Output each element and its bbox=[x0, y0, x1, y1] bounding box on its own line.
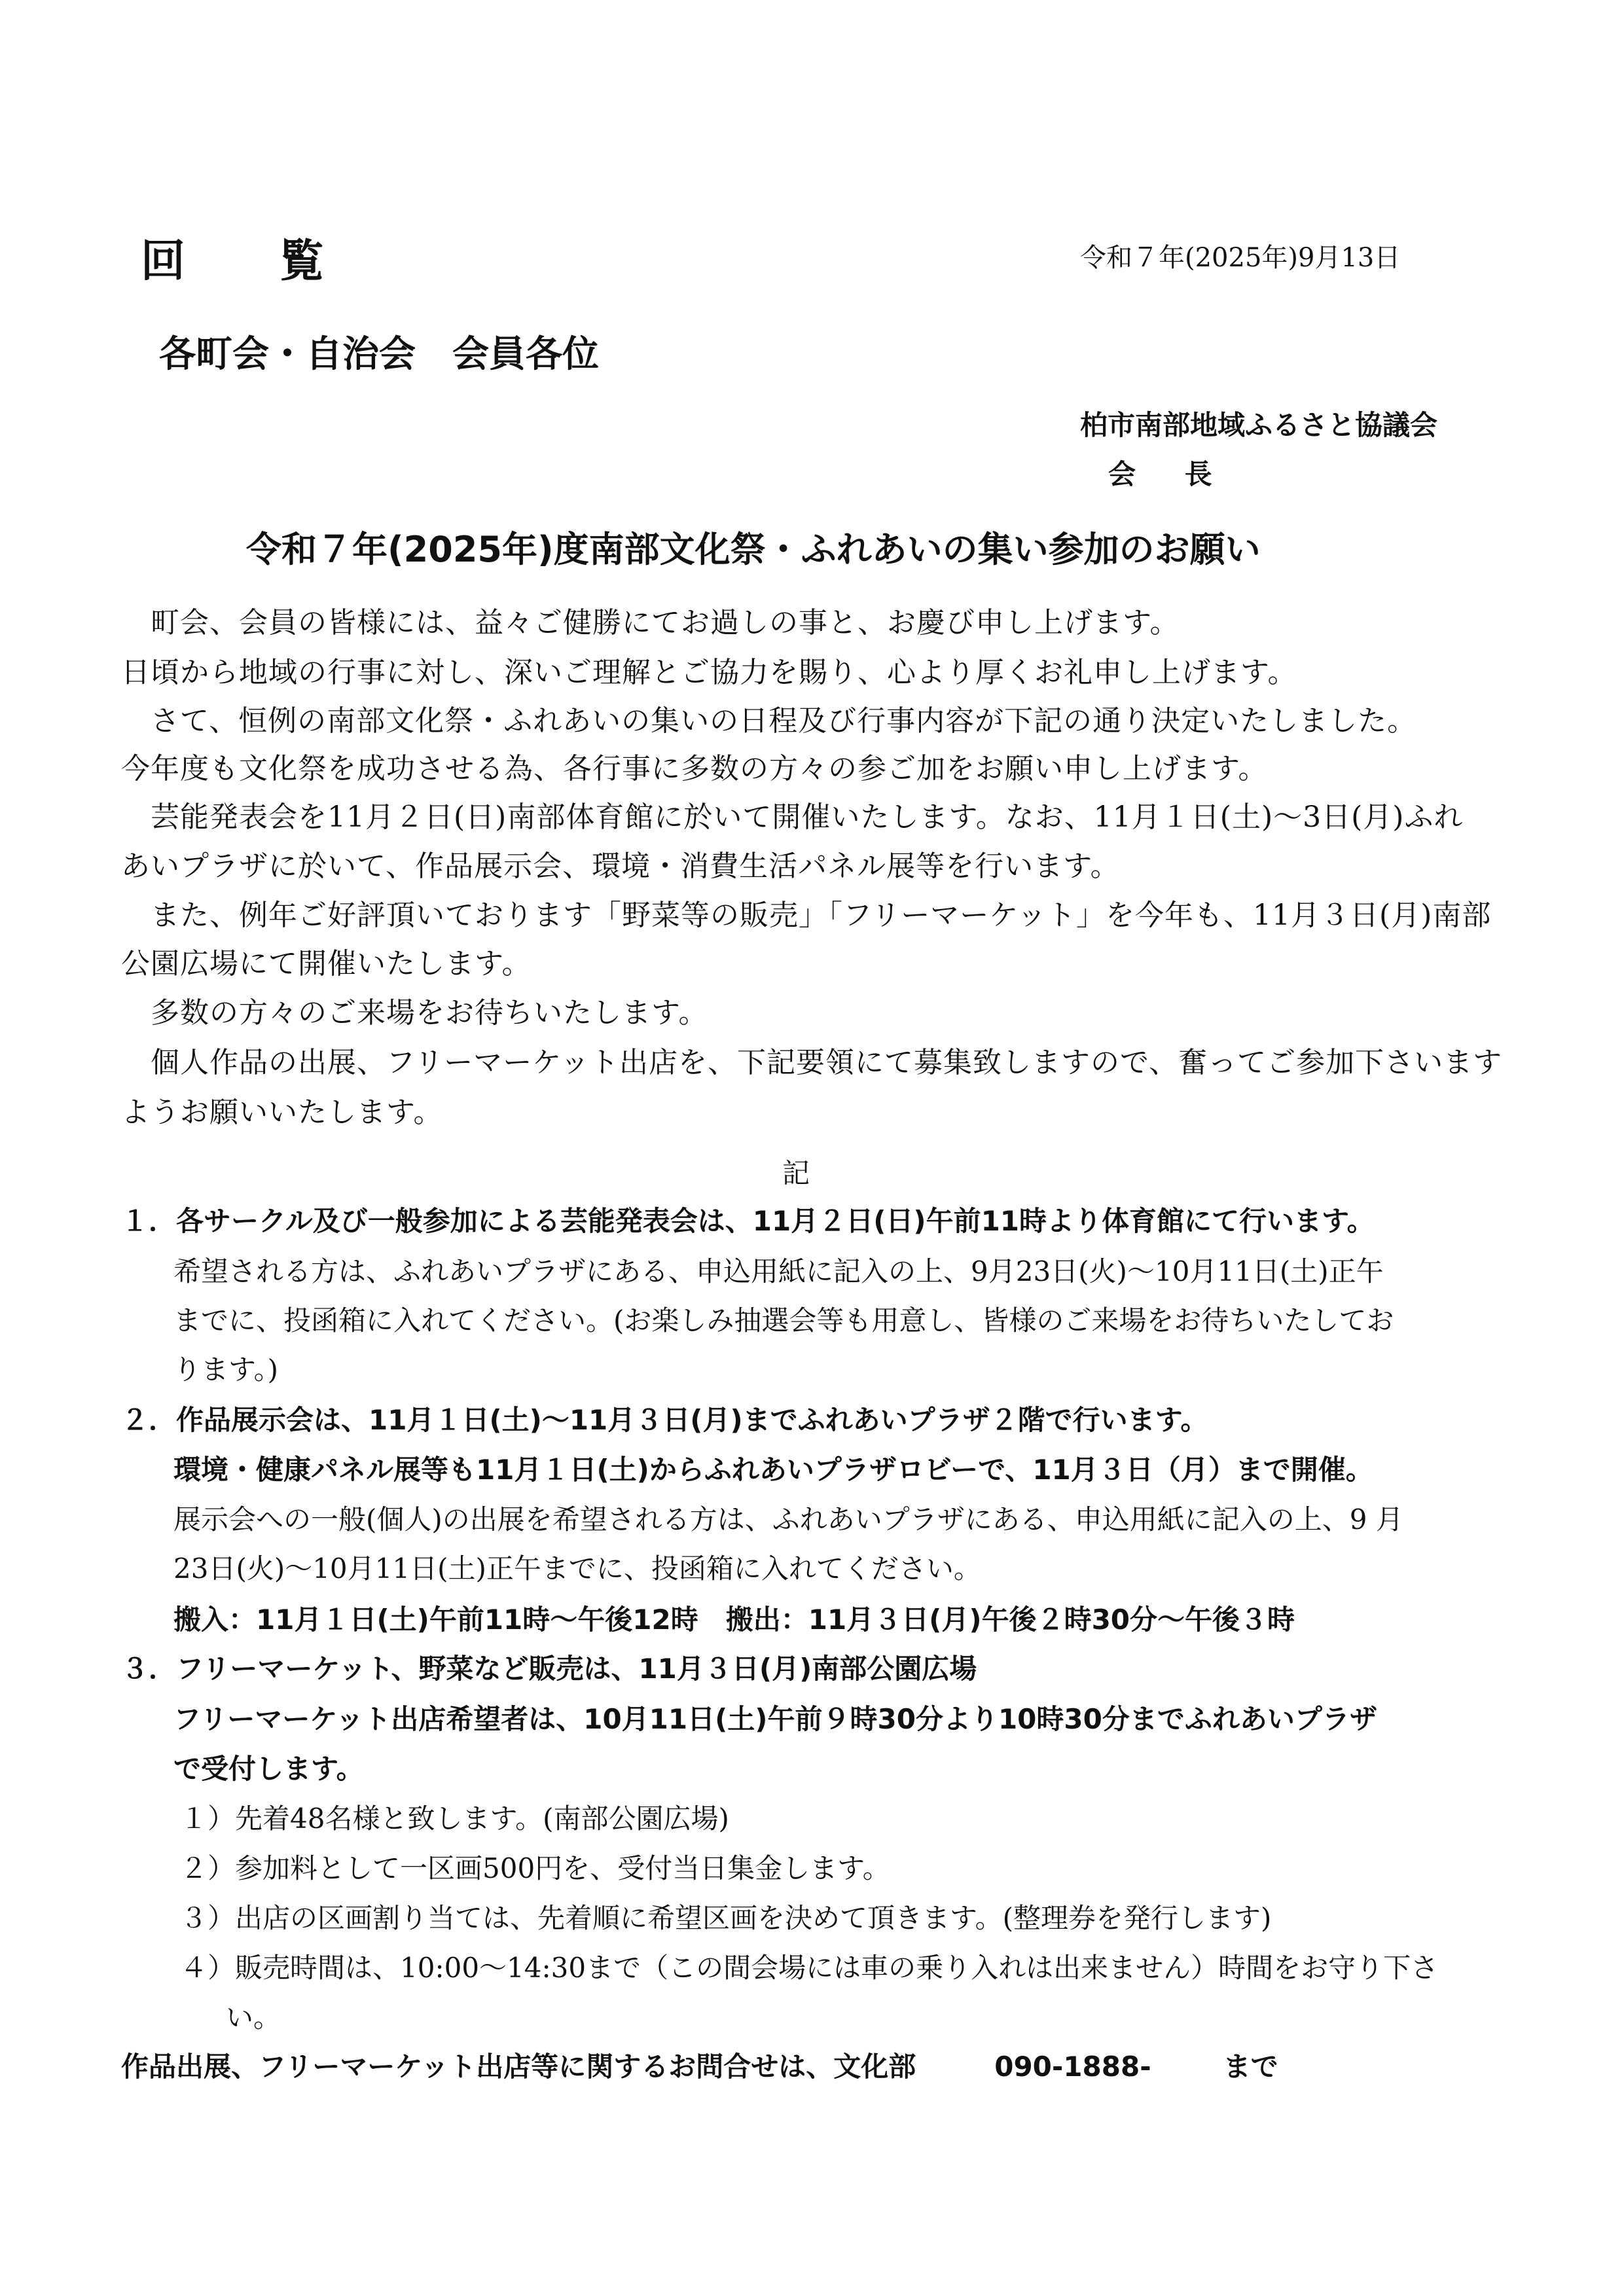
body-line: 日頃から地域の行事に対し、深いご理解とご協力を賜り、心より厚くお礼申し上げます。 bbox=[121, 656, 1297, 689]
section-3-subheading: フリーマーケット出店希望者は、10月11日(土)午前９時30分より10時30分までふれあいプラザ bbox=[173, 1703, 1377, 1735]
section-3-item: １）先着48名様と致します。(南部公園広場) bbox=[180, 1803, 729, 1835]
section-2-line: 展示会への一般(個人)の出展を希望される方は、ふれあいプラザにある、申込用紙に記入の上、9 月 bbox=[173, 1503, 1403, 1535]
issue-date: 令和７年(2025年)9月13日 bbox=[1080, 243, 1401, 273]
body-line: また、例年ご好評頂いております「野菜等の販売」「フリーマーケット」を今年も、11月３日(月)南部 bbox=[151, 899, 1492, 932]
main-title: 令和７年(2025年)度南部文化祭・ふれあいの集い参加のお願い bbox=[246, 529, 1261, 570]
contact-until: まで bbox=[1223, 2051, 1278, 2083]
section-3-item-continued: い。 bbox=[226, 2001, 281, 2034]
section-3-item: ２）参加料として一区画500円を、受付当日集金します。 bbox=[180, 1852, 890, 1884]
sender-organization: 柏市南部地域ふるさと協議会 bbox=[1080, 409, 1438, 441]
sender-title: 会 長 bbox=[1108, 458, 1232, 490]
contact-text: 作品出展、フリーマーケット出店等に関するお問合せは、文化部 bbox=[121, 2051, 916, 2083]
section-1-heading: １．各サークル及び一般参加による芸能発表会は、11月２日(日)午前11時より体育館にて行います。 bbox=[121, 1205, 1375, 1237]
body-line: さて、恒例の南部文化祭・ふれあいの集いの日程及び行事内容が下記の通り決定いたしました。 bbox=[151, 704, 1417, 738]
contact-footer bbox=[121, 2045, 1278, 2085]
section-1-line: 希望される方は、ふれあいプラザにある、申込用紙に記入の上、9月23日(火)〜10月11日(土)正午 bbox=[173, 1255, 1384, 1287]
section-2-line: 23日(火)〜10月11日(土)正午までに、投函箱に入れてください。 bbox=[173, 1552, 981, 1585]
section-3-heading: ３．フリーマーケット、野菜など販売は、11月３日(月)南部公園広場 bbox=[121, 1653, 977, 1685]
body-line: 今年度も文化祭を成功させる為、各行事に多数の方々の参ご加をお願い申し上げます。 bbox=[121, 752, 1268, 785]
body-line: 公園広場にて開催いたします。 bbox=[121, 947, 532, 980]
body-line: 多数の方々のご来場をお待ちいたします。 bbox=[151, 996, 708, 1030]
contact-phone: 090-1888- bbox=[994, 2051, 1151, 2083]
body-line: 個人作品の出展、フリーマーケット出店を、下記要領にて募集致しますので、奮ってご参加下さいます bbox=[151, 1046, 1503, 1079]
body-line: 町会、会員の皆様には、益々ご健勝にてお過しの事と、お慶び申し上げます。 bbox=[151, 606, 1180, 639]
section-2-subheading: 環境・健康パネル展等も11月１日(土)からふれあいプラザロビーで、11月３日（月）まで開催。 bbox=[173, 1454, 1373, 1486]
body-line: ようお願いいたします。 bbox=[121, 1096, 443, 1129]
body-line: 芸能発表会を11月２日(日)南部体育館に於いて開催いたします。なお、11月１日(土)〜3日(月)ふれ bbox=[151, 800, 1464, 834]
document-type-label: 回 覧 bbox=[141, 236, 363, 287]
ki-marker: 記 bbox=[782, 1157, 810, 1189]
section-2-heading: ２．作品展示会は、11月１日(土)〜11月３日(月)までふれあいプラザ２階で行います。 bbox=[121, 1404, 1208, 1436]
section-1-line: までに、投函箱に入れてください。(お楽しみ抽選会等も用意し、皆様のご来場をお待ちいたしてお bbox=[173, 1304, 1394, 1336]
section-3-subheading: で受付します。 bbox=[173, 1753, 364, 1785]
section-2-schedule: 搬入：11月１日(土)午前11時〜午後12時 搬出：11月３日(月)午後２時30分〜午後３時 bbox=[173, 1604, 1295, 1636]
body-line: あいプラザに於いて、作品展示会、環境・消費生活パネル展等を行います。 bbox=[121, 850, 1120, 883]
addressee: 各町会・自治会 会員各位 bbox=[159, 333, 599, 376]
section-1-line: ります。) bbox=[173, 1354, 279, 1386]
section-3-item: ４）販売時間は、10:00〜14:30まで（この間会場には車の乗り入れは出来ません）時間をお守り下さ bbox=[180, 1952, 1439, 1984]
section-3-item: ３）出店の区画割り当ては、先着順に希望区画を決めて頂きます。(整理券を発行します) bbox=[180, 1902, 1272, 1934]
